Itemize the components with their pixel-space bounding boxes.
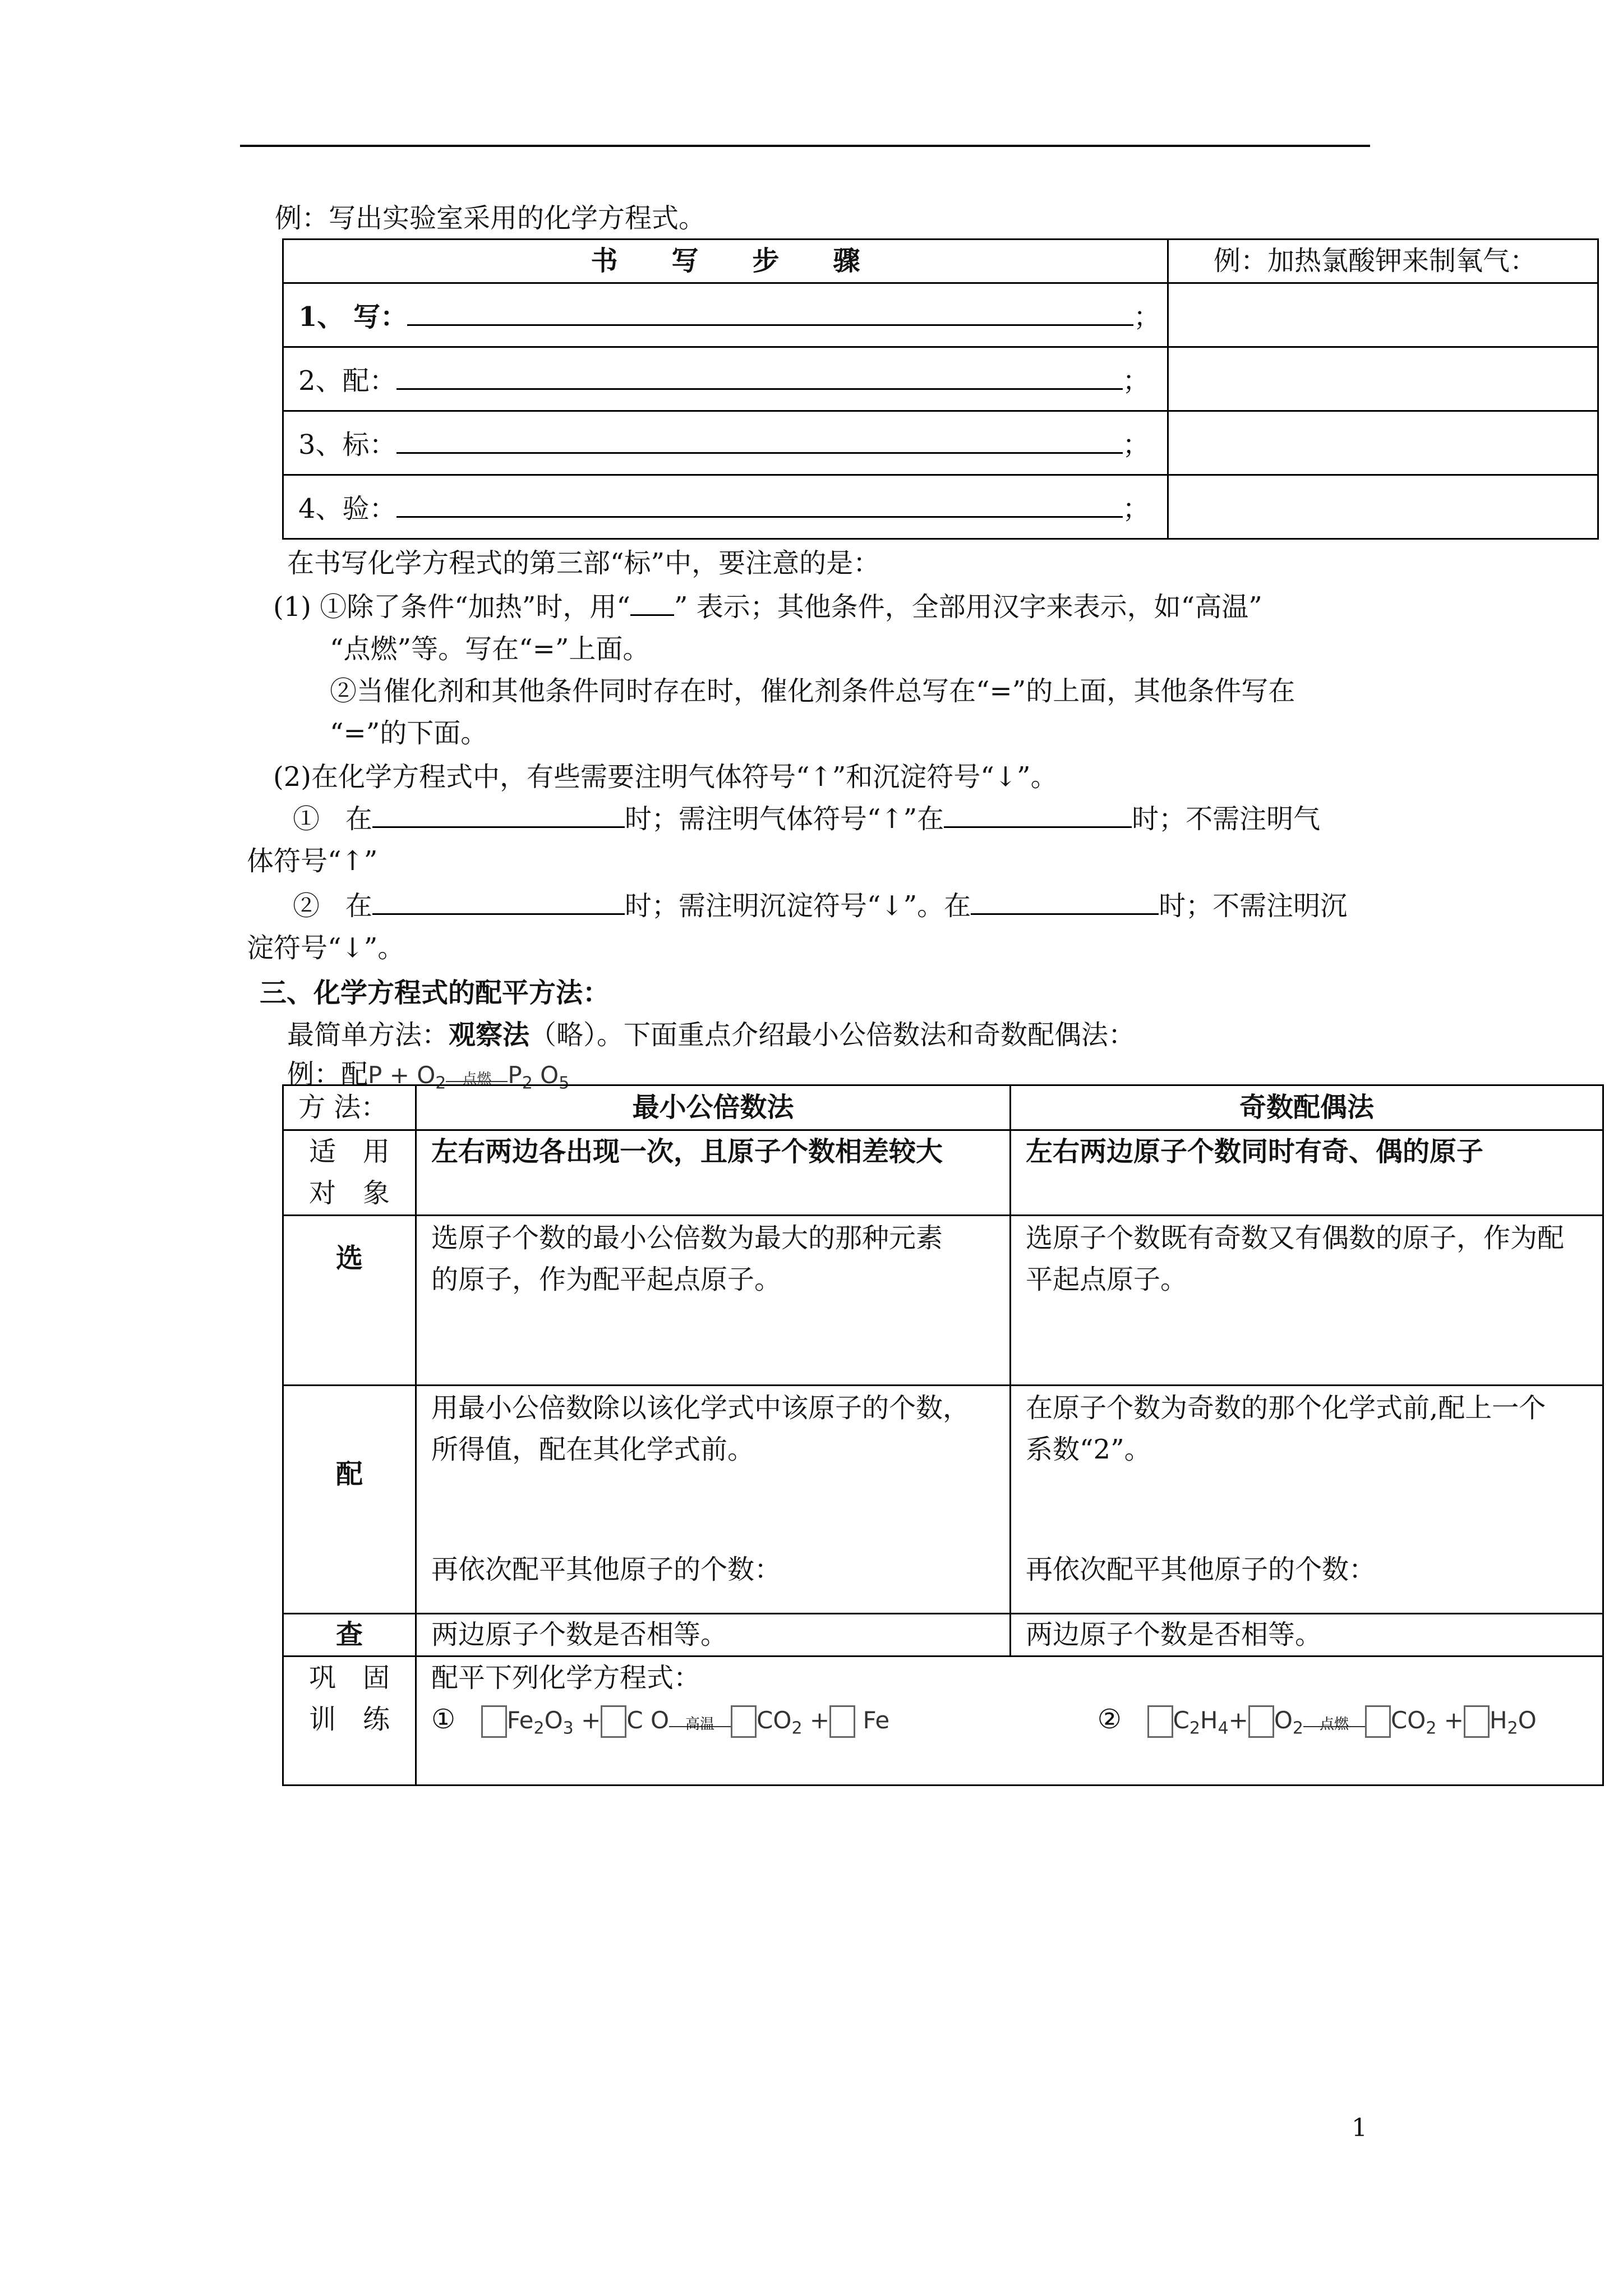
lcm-select [416, 1216, 1011, 1386]
applicable-label [283, 1130, 416, 1216]
note-title: 在书写化学方程式的第三部“标”中，要注意的是： [287, 547, 880, 579]
blank-line[interactable] [944, 798, 1132, 828]
precipitate-symbol-line-cont: 淀符号“↓”。 [247, 932, 405, 964]
balancing-methods-table [282, 1084, 1604, 1786]
blank-line[interactable] [396, 488, 1123, 518]
coefficient-box[interactable] [1147, 1705, 1173, 1738]
label-line: 巩 固 [308, 1662, 390, 1694]
blank-line[interactable] [396, 360, 1123, 390]
page-number: 1 [1352, 2114, 1367, 2142]
chem-formula: C O [626, 1706, 670, 1734]
step-end: ； [1122, 493, 1150, 524]
note-2: (2)在化学方程式中，有些需要注明气体符号“↑”和沉淀符号“↓”。 [273, 761, 1058, 793]
chem-formula: $H_2O$ [1490, 1706, 1537, 1738]
section-3-title: 三、化学方程式的配平方法： [260, 977, 610, 1009]
step-row-check [283, 475, 1168, 539]
step-end: ； [1122, 365, 1150, 397]
simplest-method [287, 1013, 1135, 1052]
blank-line[interactable] [630, 590, 674, 616]
coefficient-box[interactable] [1248, 1705, 1274, 1738]
blank-line[interactable] [971, 885, 1159, 915]
coefficient-box[interactable] [1365, 1705, 1391, 1738]
blank-line[interactable] [372, 798, 625, 828]
select-label: 选 [283, 1216, 416, 1386]
example-intro: 例：写出实验室采用的化学方程式。 [275, 203, 706, 234]
step-example-cell[interactable] [1168, 347, 1598, 411]
item-number: ② [1097, 1704, 1122, 1735]
balance-label: 配 [283, 1386, 416, 1614]
chem-formula: $CO_2$ + [757, 1706, 830, 1738]
lcm-check: 两边原子个数是否相等。 [416, 1614, 1011, 1657]
odd-check: 两边原子个数是否相等。 [1011, 1614, 1603, 1657]
lcm-applicable: 左右两边各出现一次，且原子个数相差较大 [416, 1130, 1011, 1216]
step-row-write [283, 283, 1168, 347]
item-number: ① [293, 803, 320, 835]
step-end: ； [1122, 429, 1150, 461]
gas-symbol-line [293, 797, 1320, 836]
text: 时；需注明沉淀符号“↓”。在 [624, 890, 971, 922]
chem-formula: $C_2H_4+$ [1173, 1706, 1248, 1738]
text: 选原子个数既有奇数又有偶数的原子，作为配 [1026, 1222, 1565, 1254]
step-label: 3、标： [298, 429, 396, 461]
lcm-method-header: 最小公倍数法 [416, 1085, 1011, 1130]
writing-steps-table [282, 238, 1599, 540]
text: 最简单方法： [287, 1019, 449, 1051]
step-example-cell[interactable] [1168, 411, 1598, 475]
label-line: 对 象 [308, 1177, 390, 1209]
step-label: 4、验： [298, 493, 396, 524]
item-number: ② [293, 890, 320, 922]
text: 在 [345, 890, 372, 922]
text: 平起点原子。 [1026, 1264, 1188, 1295]
chem-formula: $O_2$ [1274, 1706, 1303, 1738]
header-rule [240, 145, 1370, 147]
blank-line[interactable] [372, 885, 625, 915]
lcm-balance [416, 1386, 1011, 1614]
coefficient-box[interactable] [829, 1705, 855, 1738]
practice-equation-1: ① $Fe_2O_3 + C$ O 高温 $CO_2 + Fe$ ② $C_2H_4+ O_2$ 点燃 $CO_2 + H_2O$ [431, 1704, 1537, 1738]
coefficient-box[interactable] [731, 1705, 757, 1738]
observation-method: 观察法 [449, 1019, 530, 1051]
text: 选原子个数的最小公倍数为最大的那种元素 [431, 1222, 943, 1254]
steps-header: 书 写 步 骤 [283, 240, 1168, 283]
step-example-cell[interactable] [1168, 283, 1598, 347]
label-line: 适 用 [308, 1136, 390, 1167]
text: 的原子，作为配平起点原子。 [431, 1264, 782, 1295]
practice-cell [416, 1657, 1603, 1786]
item-number: ① [431, 1704, 456, 1735]
text: 时；不需注明气 [1132, 803, 1321, 835]
label-line: 训 练 [308, 1704, 390, 1735]
gas-symbol-line-cont: 体符号“↑” [247, 845, 378, 877]
text: 时；不需注明沉 [1159, 890, 1348, 922]
text: 用最小公倍数除以该化学式中该原子的个数， [431, 1392, 970, 1424]
step-label: 2、配： [298, 365, 396, 397]
precipitate-symbol-line [293, 884, 1347, 923]
coefficient-box[interactable] [1464, 1705, 1490, 1738]
text: 时；需注明气体符号“↑”在 [624, 803, 944, 835]
text: 在原子个数为奇数的那个化学式前,配上一个 [1026, 1392, 1546, 1424]
text: 例：配 [287, 1059, 368, 1090]
method-label: 方 法： [283, 1085, 416, 1130]
check-label: 查 [283, 1614, 416, 1657]
note-1a-text-1: (1) ①除了条件“加热”时，用“ [273, 591, 630, 623]
text: 在 [345, 803, 372, 835]
step-row-mark [283, 411, 1168, 475]
coefficient-box[interactable] [601, 1705, 626, 1738]
practice-label [283, 1657, 416, 1786]
step-row-balance [283, 347, 1168, 411]
coefficient-box[interactable] [481, 1705, 507, 1738]
text: 再依次配平其他原子的个数： [431, 1554, 782, 1585]
text: 所得值，配在其化学式前。 [431, 1434, 755, 1465]
steps-example-header: 例：加热氯酸钾来制氧气： [1168, 240, 1598, 283]
chem-formula: $P + O_2$ 点燃 $P_2$ $O_5$ [368, 1061, 570, 1093]
odd-applicable: 左右两边原子个数同时有奇、偶的原子 [1011, 1130, 1603, 1216]
odd-even-method-header: 奇数配偶法 [1011, 1085, 1603, 1130]
odd-balance [1011, 1386, 1603, 1614]
blank-line[interactable] [407, 296, 1133, 326]
step-example-cell[interactable] [1168, 475, 1598, 539]
step-label: 1、 写： [298, 301, 408, 333]
step-end: ； [1133, 301, 1161, 333]
odd-select [1011, 1216, 1603, 1386]
chem-formula: $CO_2$ + [1390, 1706, 1464, 1738]
blank-line[interactable] [396, 424, 1123, 454]
note-1a-text-2: ” 表示；其他条件，全部用汉字来表示，如“高温” [674, 591, 1262, 623]
note-1a [273, 585, 1262, 624]
text: （略）。下面重点介绍最小公倍数法和奇数配偶法： [529, 1019, 1136, 1051]
text: 系数“2”。 [1026, 1434, 1151, 1465]
note-1b-line2: “=”的下面。 [330, 717, 488, 749]
chem-formula: $Fe_2O_3$ + [506, 1706, 601, 1738]
practice-intro: 配平下列化学方程式： [431, 1662, 701, 1694]
note-1b-line1: ②当催化剂和其他条件同时存在时，催化剂条件总写在“=”的上面，其他条件写在 [330, 675, 1295, 707]
text: 再依次配平其他原子的个数： [1026, 1554, 1376, 1585]
chem-formula: Fe [863, 1706, 890, 1734]
note-1a-line2: “点燃”等。写在“=”上面。 [330, 633, 650, 665]
